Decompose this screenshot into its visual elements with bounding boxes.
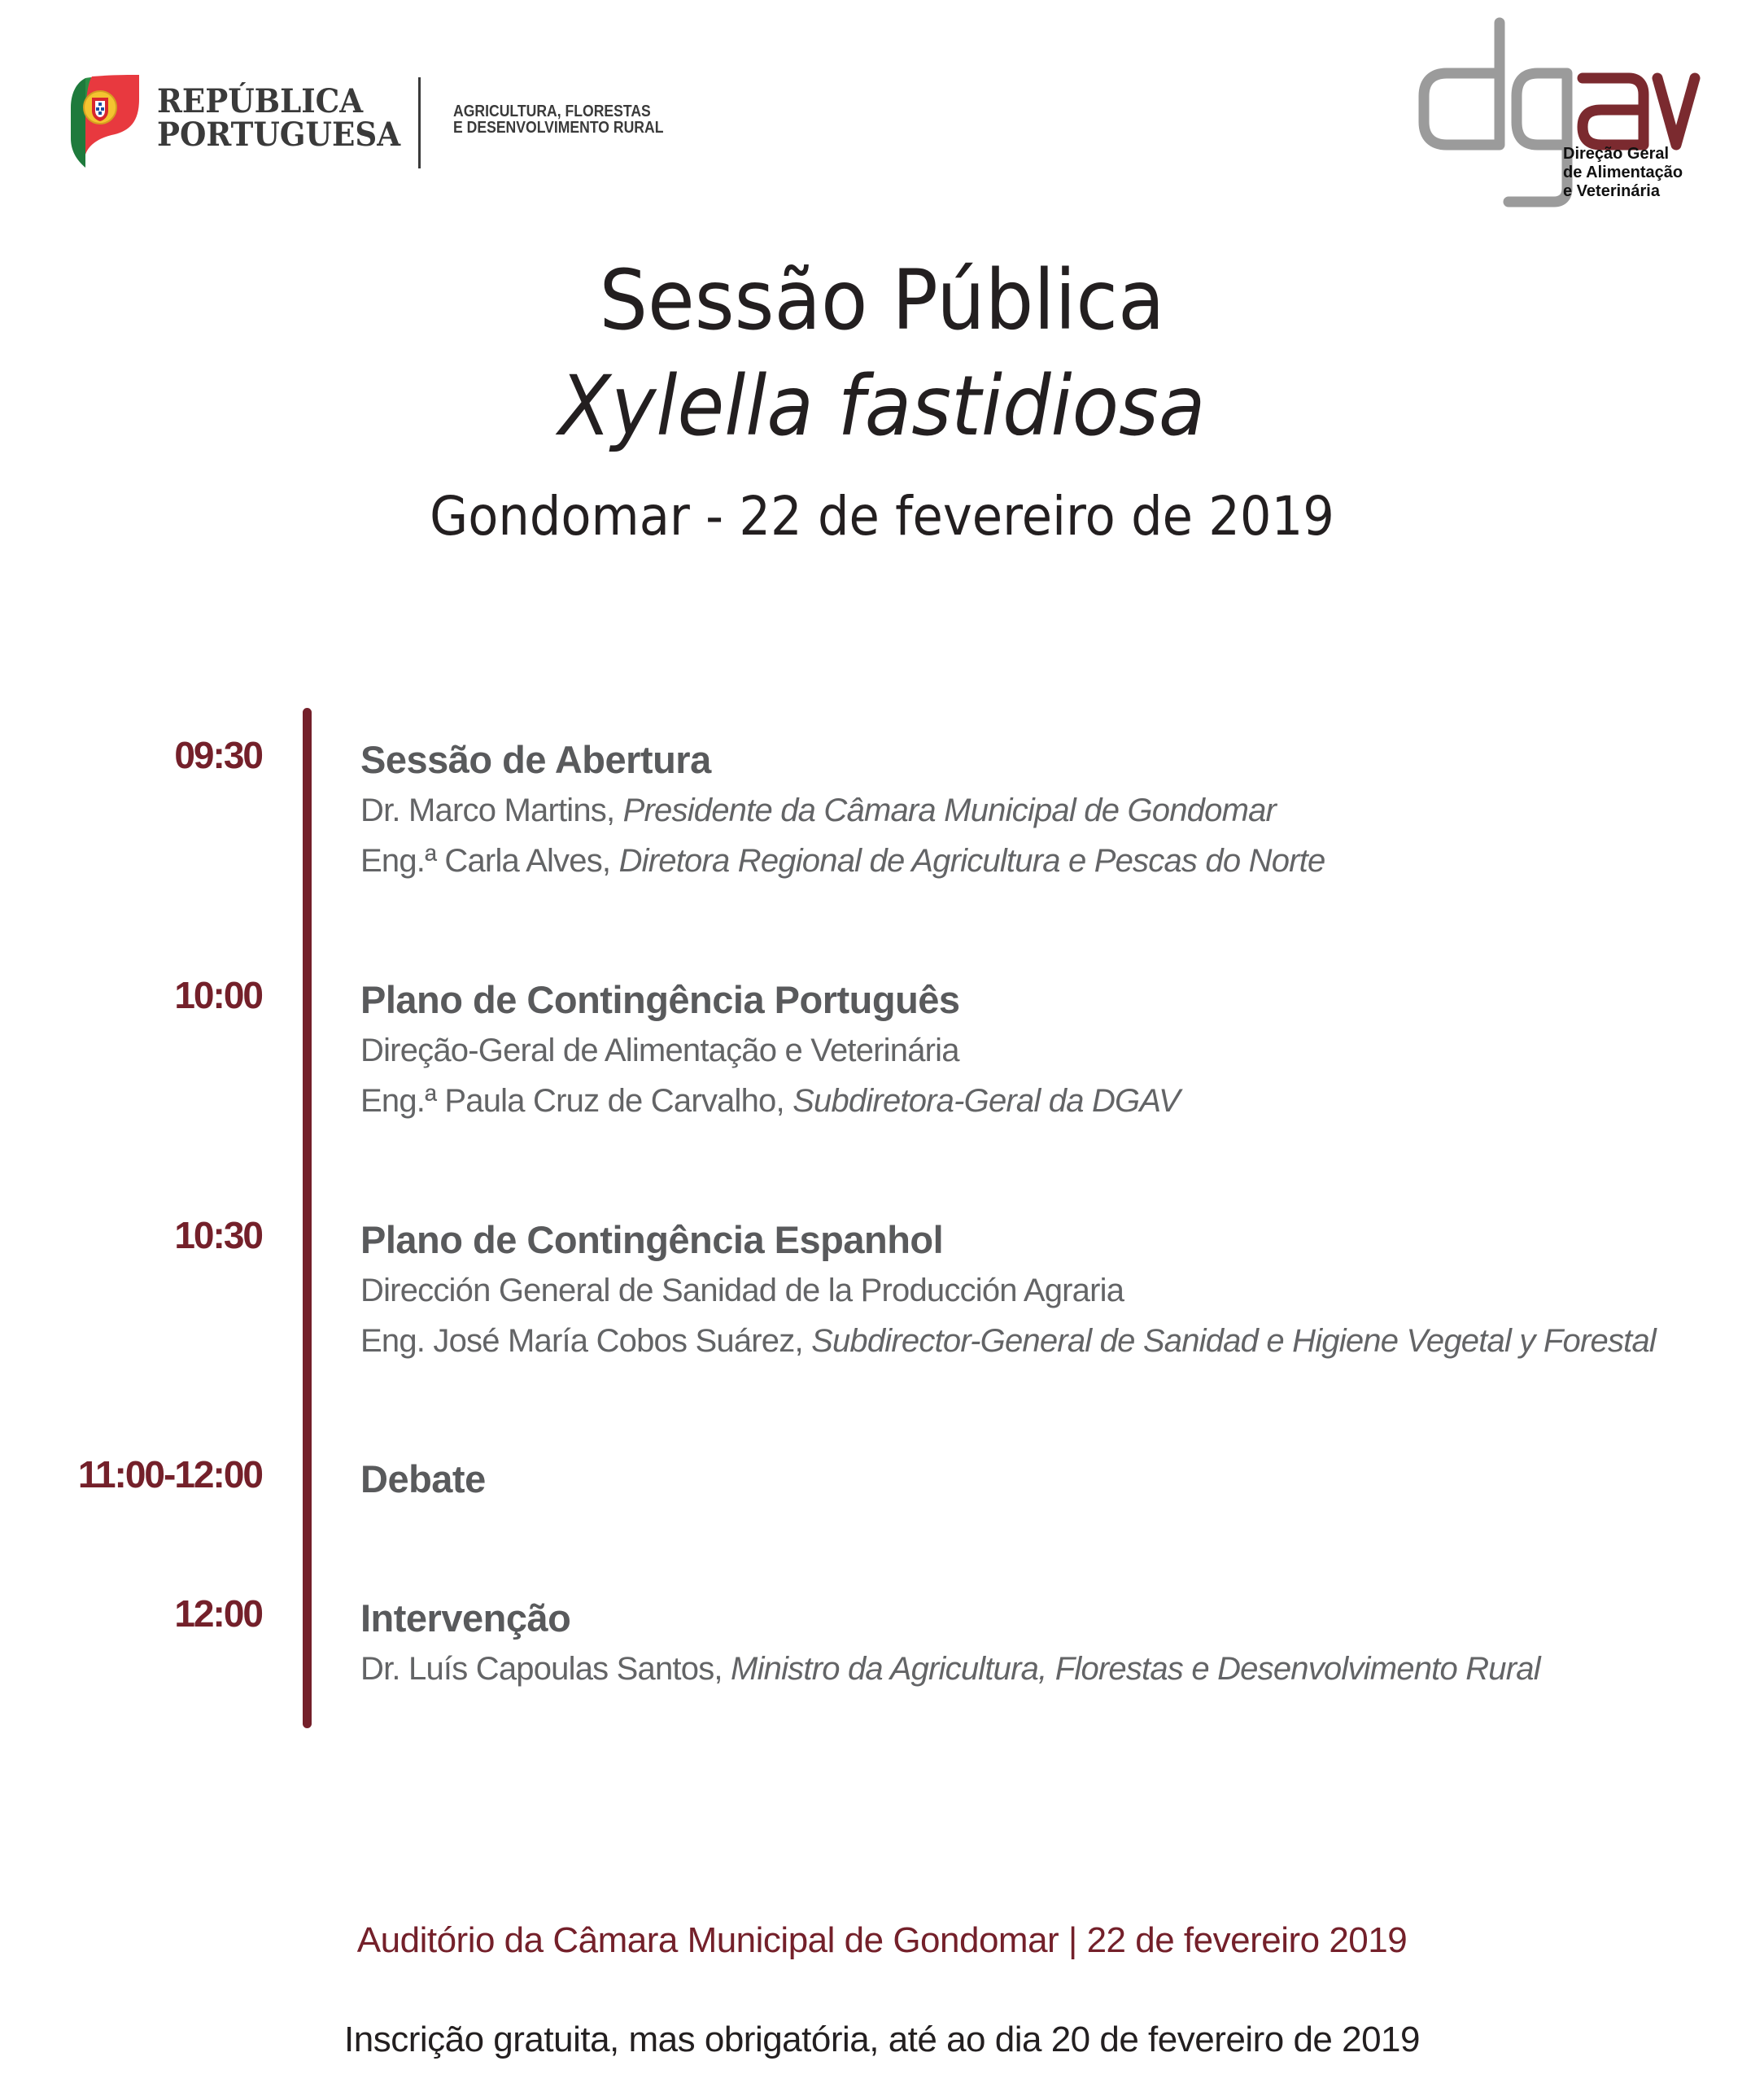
agenda-speaker	[360, 1316, 1656, 1366]
agenda-speaker	[360, 785, 1325, 836]
agenda-item	[360, 1454, 486, 1504]
logo-line-2: PORTUGUESA	[157, 116, 401, 154]
speaker-name: Eng.ª Paula Cruz de Carvalho,	[360, 1083, 784, 1119]
speaker-name: Eng.ª Carla Alves,	[360, 843, 611, 879]
venue-date-info: Auditório da Câmara Municipal de Gondomar | 22 de fevereiro 2019	[356, 1920, 1408, 1960]
dgav-line-3: e Veterinária	[1563, 182, 1660, 200]
agenda-item	[360, 735, 1325, 886]
speaker-name: Dr. Marco Martins,	[360, 793, 615, 828]
agenda-item-title: Plano de Contingência Português	[360, 978, 960, 1021]
agenda-speaker	[360, 1076, 1180, 1126]
dgav-line-1: Direção Geral	[1563, 145, 1670, 163]
page-subtitle-species: Xylella fastidiosa	[558, 358, 1206, 455]
speaker-name: Dr. Luís Capoulas Santos,	[360, 1651, 723, 1687]
agenda-item	[360, 975, 1180, 1126]
speaker-role: Diretora Regional de Agricultura e Pescas do Norte	[618, 843, 1325, 879]
speaker-name: Eng. José María Cobos Suárez,	[360, 1323, 803, 1359]
agenda-time: 10:00	[174, 974, 262, 1016]
agenda-item-title: Plano de Contingência Espanhol	[360, 1218, 944, 1261]
agenda-speaker	[360, 836, 1325, 886]
timeline-bar	[303, 708, 312, 1728]
agenda-time: 09:30	[174, 734, 262, 776]
registration-info: Inscrição gratuita, mas obrigatória, até ao dia 20 de fevereiro de 2019	[344, 2020, 1420, 2059]
event-place-date: Gondomar - 22 de fevereiro de 2019	[430, 485, 1334, 548]
agenda-item-title: Sessão de Abertura	[360, 738, 711, 781]
agenda-time: 11:00-12:00	[77, 1453, 262, 1496]
speaker-role: Subdiretora-Geral da DGAV	[792, 1083, 1180, 1119]
organization-name: Direção-Geral de Alimentação e Veterinária	[360, 1033, 959, 1068]
speaker-role: Ministro da Agricultura, Florestas e Desenvolvimento Rural	[731, 1651, 1540, 1687]
republica-portuguesa-logo-text	[157, 82, 401, 154]
agenda-item	[360, 1593, 1540, 1694]
organization-name: Dirección General de Sanidad de la Producción Agraria	[360, 1273, 1124, 1308]
agenda-organization	[360, 1265, 1656, 1316]
ministry-line-1: AGRICULTURA, FLORESTAS	[453, 103, 651, 120]
speaker-role: Presidente da Câmara Municipal de Gondomar	[622, 793, 1277, 828]
dgav-line-2: de Alimentação	[1563, 164, 1683, 181]
header-divider	[418, 77, 421, 168]
agenda-item-title: Debate	[360, 1457, 486, 1500]
agenda-speaker	[360, 1644, 1540, 1694]
logo-line-1: REPÚBLICA	[157, 82, 364, 120]
ministry-line-2: E DESENVOLVIMENTO RURAL	[453, 119, 664, 137]
agenda-item	[360, 1215, 1656, 1366]
portugal-flag-emblem-icon	[71, 75, 139, 168]
agenda-item-title: Intervenção	[360, 1596, 571, 1640]
agenda-organization	[360, 1025, 1180, 1076]
agenda-time: 10:30	[174, 1214, 262, 1256]
ministry-name	[453, 103, 663, 136]
speaker-role: Subdirector-General de Sanidad e Higiene Vegetal y Forestal	[811, 1323, 1656, 1359]
page-title: Sessão Pública	[599, 252, 1165, 349]
dgav-full-name	[1563, 145, 1683, 201]
agenda-time: 12:00	[174, 1592, 262, 1635]
